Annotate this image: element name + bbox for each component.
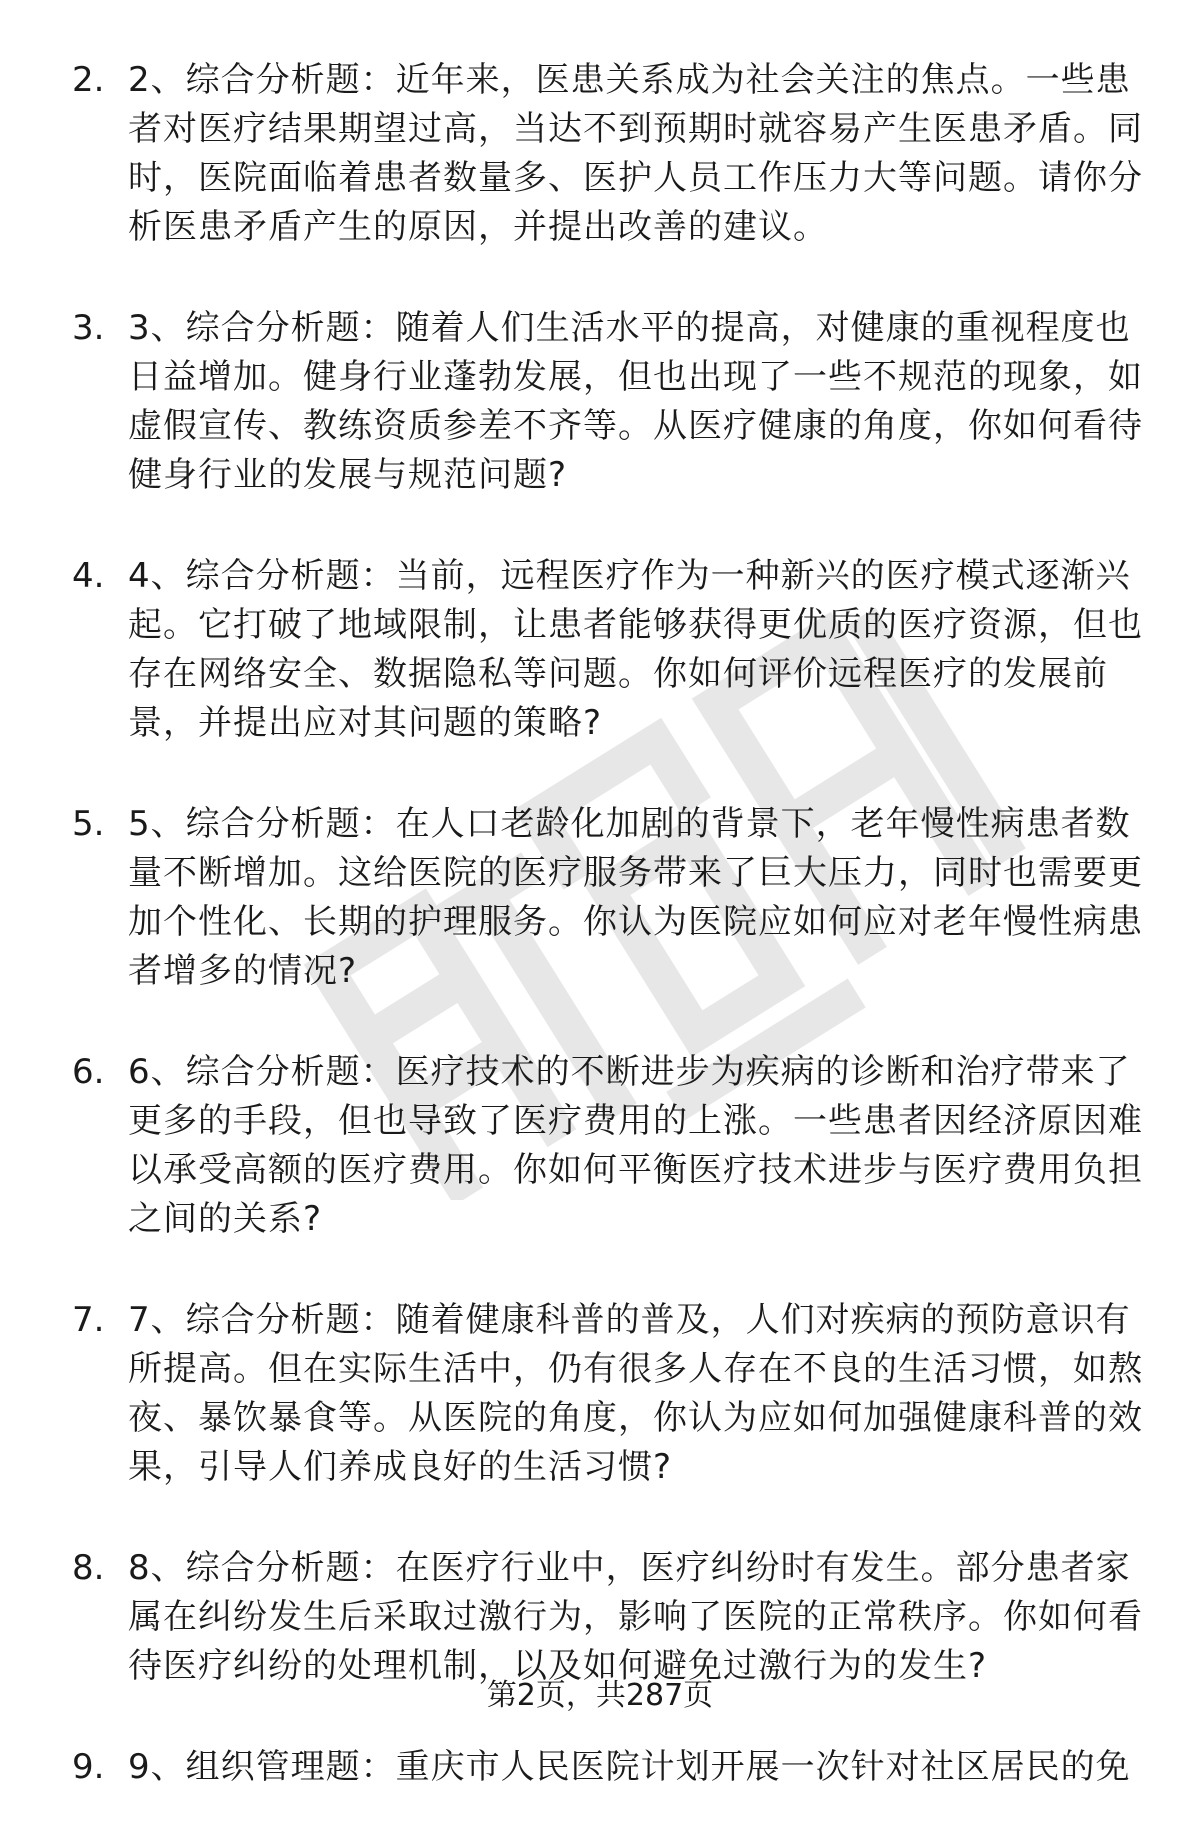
question-text: 9、组织管理题：重庆市人民医院计划开展一次针对社区居民的免 <box>128 1747 1131 1787</box>
question-item <box>72 56 1162 252</box>
question-text: 3、综合分析题：随着人们生活水平的提高，对健康的重视程度也日益增加。健身行业蓬勃发展，但也出现了一些不规范的现象，如虚假宣传、教练资质参差不齐等。从医疗健康的角度，你如何看待健身行业的发展与规范问题? <box>128 308 1143 495</box>
question-item <box>72 552 1162 748</box>
question-number: 3. <box>72 308 105 348</box>
question-item <box>72 1296 1162 1492</box>
question-number: 8. <box>72 1548 105 1588</box>
question-number: 7. <box>72 1300 105 1340</box>
question-text: 8、综合分析题：在医疗行业中，医疗纠纷时有发生。部分患者家属在纠纷发生后采取过激行为，影响了医院的正常秩序。你如何看待医疗纠纷的处理机制，以及如何避免过激行为的发生? <box>128 1548 1143 1686</box>
page-footer: 第2页，共287页 <box>486 1678 714 1713</box>
question-number: 9. <box>72 1747 105 1787</box>
question-number: 5. <box>72 804 105 844</box>
question-item <box>72 1048 1162 1244</box>
question-text: 6、综合分析题：医疗技术的不断进步为疾病的诊断和治疗带来了更多的手段，但也导致了医疗费用的上涨。一些患者因经济原因难以承受高额的医疗费用。你如何平衡医疗技术进步与医疗费用负担之间的关系? <box>128 1052 1143 1239</box>
question-item <box>72 800 1162 996</box>
question-text: 7、综合分析题：随着健康科普的普及，人们对疾病的预防意识有所提高。但在实际生活中，仍有很多人存在不良的生活习惯，如熬夜、暴饮暴食等。从医院的角度，你认为应如何加强健康科普的效果，引导人们养成良好的生活习惯? <box>128 1300 1143 1487</box>
question-text: 4、综合分析题：当前，远程医疗作为一种新兴的医疗模式逐渐兴起。它打破了地域限制，让患者能够获得更优质的医疗资源，但也存在网络安全、数据隐私等问题。你如何评价远程医疗的发展前景，并提出应对其问题的策略? <box>128 556 1143 743</box>
question-item <box>72 1743 1162 1792</box>
question-number: 2. <box>72 60 105 100</box>
question-text: 5、综合分析题：在人口老龄化加剧的背景下，老年慢性病患者数量不断增加。这给医院的医疗服务带来了巨大压力，同时也需要更加个性化、长期的护理服务。你认为医院应如何应对老年慢性病患者增多的情况? <box>128 804 1143 991</box>
question-number: 4. <box>72 556 105 596</box>
question-text: 2、综合分析题：近年来，医患关系成为社会关注的焦点。一些患者对医疗结果期望过高，当达不到预期时就容易产生医患矛盾。同时，医院面临着患者数量多、医护人员工作压力大等问题。请你分析医患矛盾产生的原因，并提出改善的建议。 <box>128 60 1143 247</box>
question-item <box>72 1544 1162 1691</box>
question-list <box>72 56 1162 1844</box>
question-item <box>72 304 1162 500</box>
question-number: 6. <box>72 1052 105 1092</box>
